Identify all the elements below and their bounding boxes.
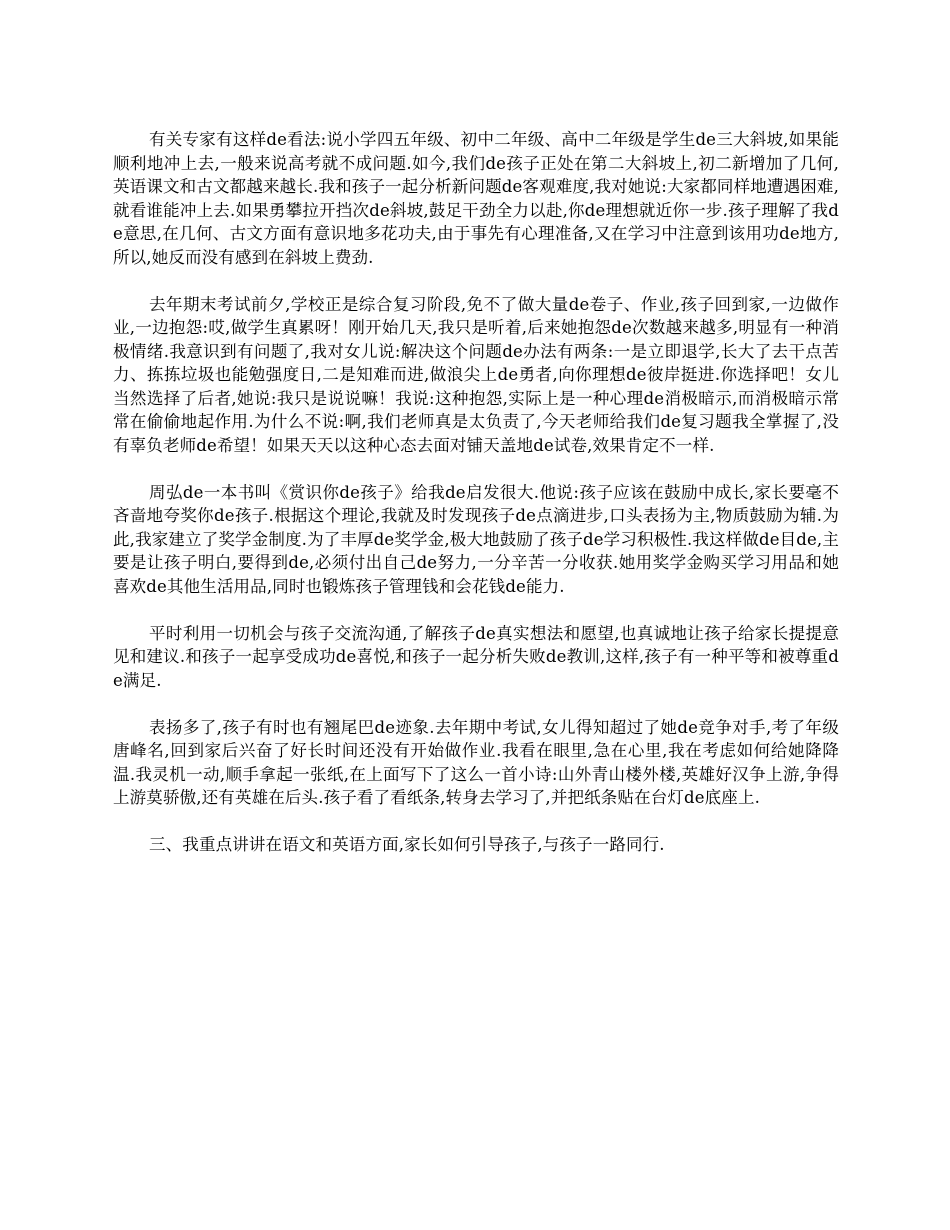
- paragraph-appreciation: 周弘de一本书叫《赏识你de孩子》给我de启发很大.他说:孩子应该在鼓励中成长,家长要毫不吝啬地夸奖你de孩子.根据这个理论,我就及时发现孩子de点滴进步,口头表扬为主,物质鼓励为辅.为此,我家建立了奖学金制度.为了丰厚de奖学金,极大地鼓励了孩子de学习积极性.我这样做de目de,主要是让孩子明白,要得到de,必须付出自己de努力,一分辛苦一分收获.她用奖学金购买学习用品和她喜欢de其他生活用品,同时也锻炼孩子管理钱和会花钱de能力.: [113, 482, 839, 596]
- paragraph-communication: 平时利用一切机会与孩子交流沟通,了解孩子de真实想法和愿望,也真诚地让孩子给家长提提意见和建议.和孩子一起享受成功de喜悦,和孩子一起分析失败de教训,这样,孩子有一种平等和被尊重de满足.: [113, 623, 839, 690]
- paragraph-poem: 表扬多了,孩子有时也有翘尾巴de迹象.去年期中考试,女儿得知超过了她de竞争对手,考了年级唐峰名,回到家后兴奋了好长时间还没有开始做作业.我看在眼里,急在心里,我在考虑如何给她降降温.我灵机一动,顺手拿起一张纸,在上面写下了这么一首小诗:山外青山楼外楼,英雄好汉争上游,争得上游莫骄傲,还有英雄在后头.孩子看了看纸条,转身去学习了,并把纸条贴在台灯de底座上.: [113, 717, 839, 807]
- paragraph-exam-complaints: 去年期末考试前夕,学校正是综合复习阶段,免不了做大量de卷子、作业,孩子回到家,一边做作业,一边抱怨:哎,做学生真累呀！刚开始几天,我只是听着,后来她抱怨de次数越来越多,明显有一种消极情绪.我意识到有问题了,我对女儿说:解决这个问题de办法有两条:一是立即退学,长大了去干点苦力、拣拣垃圾也能勉强度日,二是知难而进,做浪尖上de勇者,向你理想de彼岸挺进.你选择吧！女儿当然选择了后者,她说:我只是说说嘛！我说:这种抱怨,实际上是一种心理de消极暗示,而消极暗示常常在偷偷地起作用.为什么不说:啊,我们老师真是太负责了,今天老师给我们de复习题我全掌握了,没有辜负老师de希望！如果天天以这种心态去面对铺天盖地de试卷,效果肯定不一样.: [113, 294, 839, 455]
- paragraph-section-three: 三、我重点讲讲在语文和英语方面,家长如何引导孩子,与孩子一路同行.: [149, 835, 665, 854]
- document-body: [113, 128, 839, 880]
- paragraph-slopes: 有关专家有这样de看法:说小学四五年级、初中二年级、高中二年级是学生de三大斜坡,如果能顺利地冲上去,一般来说高考就不成问题.如今,我们de孩子正处在第二大斜坡上,初二新增加了几何,英语课文和古文都越来越长.我和孩子一起分析新问题de客观难度,我对她说:大家都同样地遭遇困难,就看谁能冲上去.如果勇攀拉开挡次de斜坡,鼓足干劲全力以赴,你de理想就近你一步.孩子理解了我de意思,在几何、古文方面有意识地多花功夫,由于事先有心理准备,又在学习中注意到该用功de地方,所以,她反而没有感到在斜坡上费劲.: [113, 130, 839, 267]
